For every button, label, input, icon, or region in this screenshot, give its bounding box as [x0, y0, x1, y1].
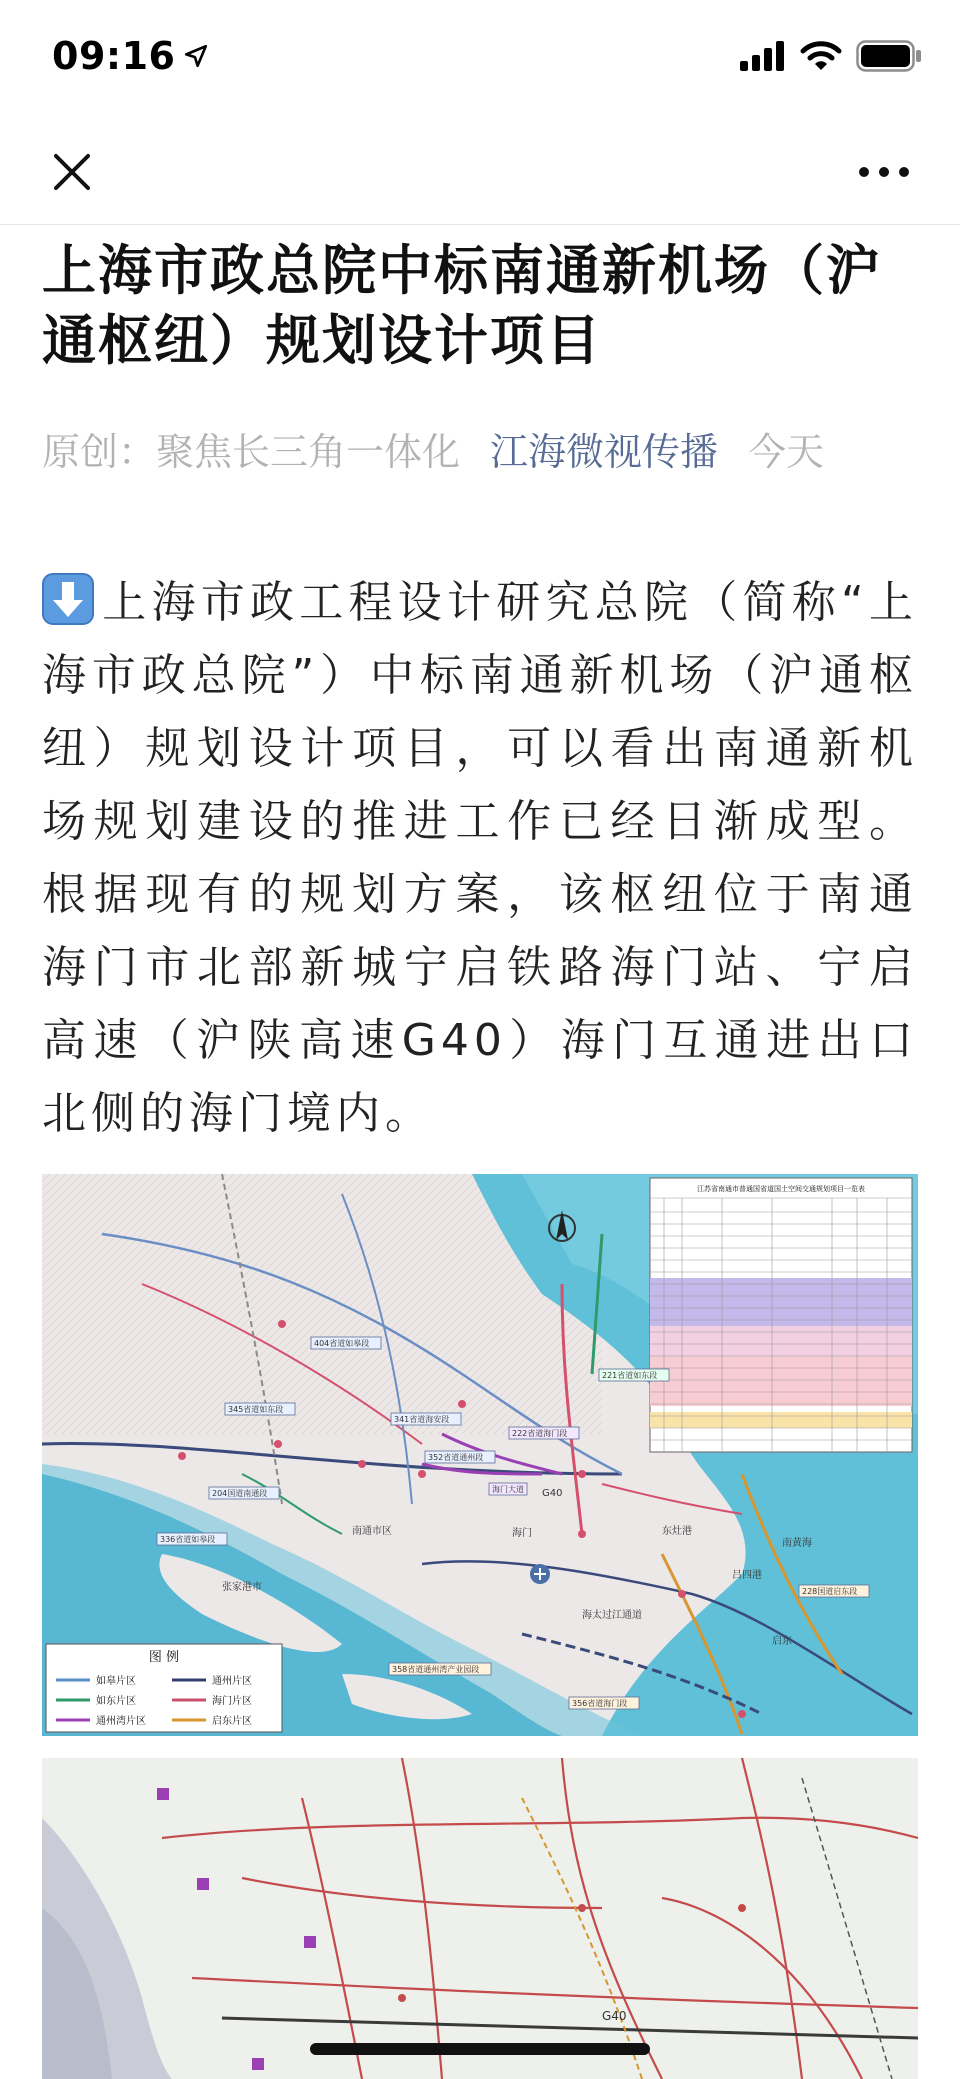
close-icon[interactable]: [46, 146, 98, 198]
home-indicator[interactable]: [310, 2043, 650, 2055]
map-label: 222省道海门段: [512, 1429, 568, 1438]
publish-date: 今天: [748, 430, 825, 474]
map-label: 404省道如皋段: [314, 1339, 370, 1348]
map-label: 东灶港: [662, 1526, 692, 1537]
legend-label: 通州湾片区: [96, 1716, 146, 1727]
map-label: 张家港市: [222, 1582, 262, 1593]
map-label: 356省道海门段: [572, 1699, 628, 1708]
legend-title: 图 例: [148, 1650, 180, 1665]
map-label: 海太过江通道: [582, 1610, 642, 1621]
article-author: 聚焦长三角一体化: [156, 430, 461, 474]
map-label: 221省道如东段: [602, 1371, 658, 1380]
status-time: [52, 34, 209, 78]
more-options-icon[interactable]: [854, 146, 914, 198]
nav-bar: [0, 120, 960, 225]
map-label: 358省道通州湾产业园段: [392, 1665, 480, 1674]
article-title: 上海市政总院中标南通新机场（沪通枢纽）规划设计项目: [42, 239, 882, 372]
map-label: 南通市区: [352, 1526, 392, 1537]
map-label: 228国道启东段: [802, 1587, 858, 1596]
map-label: 海门大道: [492, 1485, 524, 1494]
map-label: 341省道海安段: [394, 1415, 450, 1424]
regional-road-map-image[interactable]: [42, 1758, 918, 2079]
status-indicators: [740, 40, 922, 72]
map-label: 352省道通州段: [428, 1453, 484, 1462]
map-label: 吕四港: [732, 1570, 762, 1581]
map2-label-g40: G40: [602, 2009, 627, 2023]
map-label: 海门: [512, 1528, 532, 1539]
map-label: 336省道如皋段: [160, 1535, 216, 1544]
map-label: 345省道如东段: [228, 1405, 284, 1414]
map-label: 204国道南通段: [212, 1489, 268, 1498]
article-body-paragraph: [42, 566, 918, 1150]
map-label: 启东: [772, 1636, 792, 1647]
battery-icon: [856, 40, 922, 72]
transport-plan-map-image[interactable]: [42, 1174, 918, 1736]
legend-label: 通州片区: [212, 1676, 252, 1687]
map-graphic: [42, 1174, 918, 1736]
map-label: G40: [542, 1488, 563, 1499]
original-label: 原创：: [42, 430, 157, 474]
map2-graphic: [42, 1758, 918, 2079]
wifi-icon: [800, 40, 842, 72]
down-arrow-emoji-icon: [42, 573, 94, 625]
map-legend: [46, 1644, 282, 1732]
cellular-signal-icon: [740, 41, 786, 71]
legend-label: 如东片区: [96, 1696, 136, 1707]
status-time-text: 09:16: [52, 34, 176, 78]
status-bar: [0, 0, 960, 120]
legend-label: 海门片区: [212, 1696, 252, 1707]
article-meta: [42, 426, 922, 478]
location-arrow-icon: [183, 43, 209, 69]
article-author-line: [42, 426, 460, 478]
legend-label: 如皋片区: [96, 1676, 136, 1687]
table-title: 江苏省南通市普通国省道国土空间交通规划项目一览表: [697, 1185, 865, 1193]
project-table: [650, 1178, 912, 1452]
legend-label: 启东片区: [212, 1716, 252, 1727]
article-body-text: 上海市政工程设计研究总院（简称“上海市政总院”）中标南通新机场（沪通枢纽）规划设计项目，可以看出南通新机场规划建设的推进工作已经日渐成型。根据现有的规划方案，该枢纽位于南通海门市北部新城宁启铁路海门站、宁启高速（沪陕高速G40）海门互通进出口北侧的海门境内。: [42, 577, 918, 1139]
account-name-link[interactable]: 江海微视传播: [490, 430, 719, 474]
map-label: 南黄海: [782, 1538, 812, 1549]
